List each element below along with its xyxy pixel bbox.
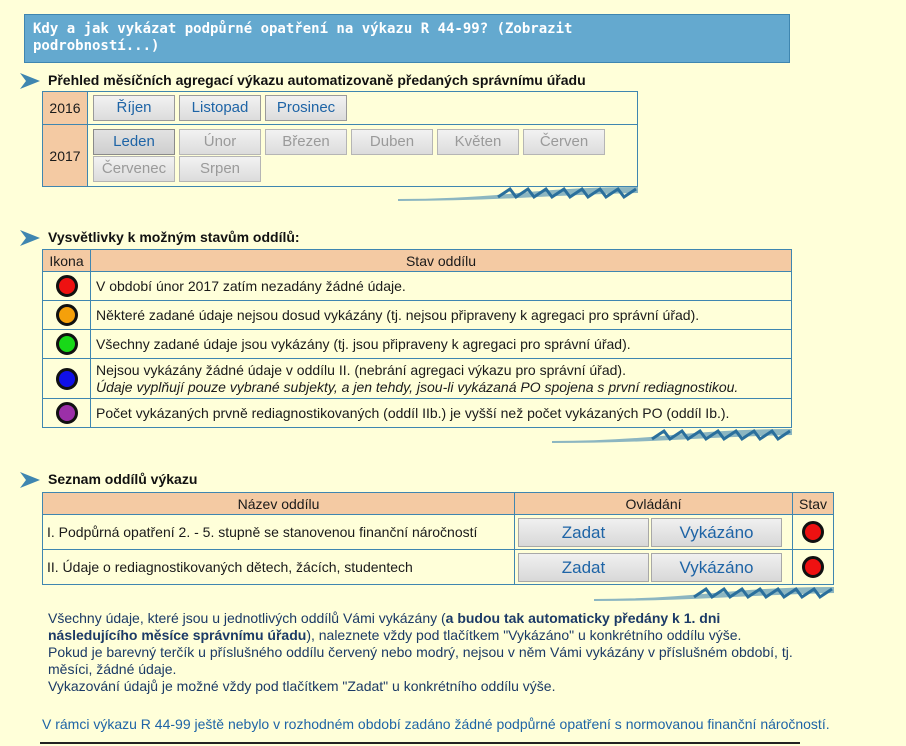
legend-note: Údaje vyplňují pouze vybrané subjekty, a jen tehdy, jsou-li vykázaná PO spojena s první rediagnostikou. (96, 378, 739, 395)
orange-status-icon (56, 304, 78, 326)
legend-header-state: Stav oddílu (91, 250, 792, 272)
month-button-brezen[interactable]: Březen (265, 129, 347, 155)
legend-header-icon: Ikona (43, 250, 91, 272)
month-button-leden[interactable]: Leden (93, 129, 175, 155)
legend-row: Počet vykázaných prvně rediagnostikovaných (oddíl IIb.) je vyšší než počet vykázaných PO (oddíl Ib.). (43, 399, 792, 428)
year-cell: 2016 (43, 92, 88, 125)
info-text (48, 610, 808, 695)
reported-button[interactable]: Vykázáno (651, 553, 782, 582)
legend-row: Některé zadané údaje nejsou dosud vykázány (tj. nejsou připraveny k agregaci pro správní úřad). (43, 301, 792, 330)
month-button-cervenec[interactable]: Červenec (93, 156, 175, 182)
month-button-rijen[interactable]: Říjen (93, 95, 175, 121)
legend-row: V období únor 2017 zatím nezadány žádné údaje. (43, 272, 792, 301)
year-row-2016 (43, 92, 638, 125)
footnote: V rámci výkazu R 44-99 ještě nebylo v rozhodném období zadáno žádné podpůrné opatření s normovanou finanční náročností. (42, 716, 830, 732)
aggregations-title: Přehled měsíčních agregací výkazu automatizovaně předaných správnímu úřadu (18, 71, 586, 89)
blue-status-icon (56, 368, 78, 390)
month-button-listopad[interactable]: Listopad (179, 95, 261, 121)
section-row-2 (43, 550, 834, 585)
section-name: I. Podpůrná opatření 2. - 5. stupně se stanovenou finanční náročností (43, 515, 515, 550)
green-status-icon (56, 333, 78, 355)
aggregations-table (42, 91, 638, 187)
month-button-cerven[interactable]: Červen (523, 129, 605, 155)
details-banner[interactable] (24, 14, 790, 63)
red-status-icon (56, 275, 78, 297)
month-button-prosinec[interactable]: Prosinec (265, 95, 347, 121)
legend-table (42, 249, 792, 428)
wave-decoration-icon (552, 427, 792, 443)
legend-title: Vysvětlivky k možným stavům oddílů: (18, 228, 300, 246)
sections-title: Seznam oddílů výkazu (18, 470, 197, 488)
info-paragraph-2: Pokud je barevný terčík u příslušného oddílu červený nebo modrý, nejsou v něm Vámi vykázány v příslušném období, tj. měsíci, žádné údaje. (48, 644, 793, 677)
banner-line-2: podrobností...) (33, 38, 160, 54)
red-status-icon (802, 556, 824, 578)
section-arrow-icon (18, 228, 42, 248)
month-button-srpen[interactable]: Srpen (179, 156, 261, 182)
enter-button[interactable]: Zadat (518, 553, 649, 582)
legend-row: Nejsou vykázány žádné údaje v oddílu II. (nebrání agregaci výkazu pro správní úřad). Údaje vyplňují pouze vybrané subjekty, a jen tehdy, jsou-li vykázaná PO spojena s první rediagnostikou. (43, 359, 792, 399)
divider (40, 742, 800, 744)
section-name: II. Údaje o rediagnostikovaných dětech, žácích, studentech (43, 550, 515, 585)
purple-status-icon (56, 402, 78, 424)
wave-decoration-icon (594, 585, 834, 601)
reported-button[interactable]: Vykázáno (651, 518, 782, 547)
red-status-icon (802, 521, 824, 543)
section-arrow-icon (18, 470, 42, 490)
sections-table (42, 492, 834, 585)
sections-header-name: Název oddílu (43, 493, 515, 515)
banner-line-1: Kdy a jak vykázat podpůrné opatření na výkazu R 44-99? (Zobrazit (33, 21, 573, 37)
info-paragraph-1: Všechny údaje, které jsou u jednotlivých oddílů Vámi vykázány (a budou tak automaticky předány k 1. dni následujícího měsíce správnímu úřadu), naleznete vždy pod tlačítkem "Vykázáno" u konkrétního oddílu výše. (48, 610, 742, 643)
sections-header-controls: Ovládání (515, 493, 793, 515)
sections-header-state: Stav (793, 493, 834, 515)
month-button-unor[interactable]: Únor (179, 129, 261, 155)
legend-row: Všechny zadané údaje jsou vykázány (tj. jsou připraveny k agregaci pro správní úřad). (43, 330, 792, 359)
month-button-kveten[interactable]: Květen (437, 129, 519, 155)
year-row-2017 (43, 125, 638, 187)
enter-button[interactable]: Zadat (518, 518, 649, 547)
info-paragraph-3: Vykazování údajů je možné vždy pod tlačítkem "Zadat" u konkrétního oddílu výše. (48, 678, 556, 694)
section-row-1 (43, 515, 834, 550)
month-button-duben[interactable]: Duben (351, 129, 433, 155)
year-cell: 2017 (43, 125, 88, 187)
wave-decoration-icon (398, 185, 638, 201)
section-arrow-icon (18, 71, 42, 91)
